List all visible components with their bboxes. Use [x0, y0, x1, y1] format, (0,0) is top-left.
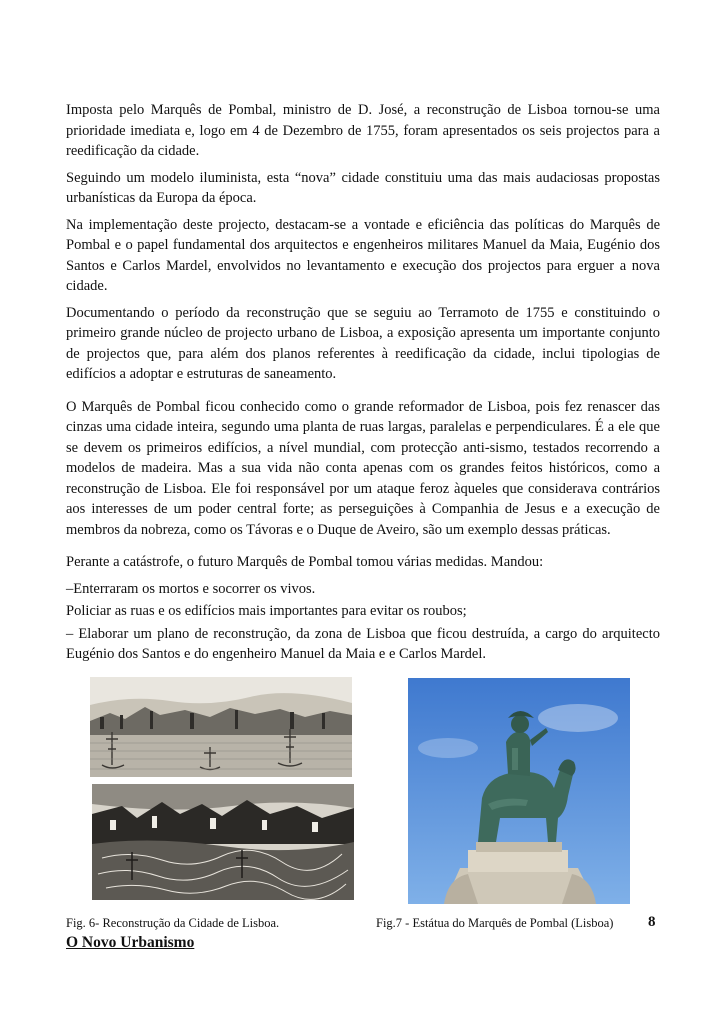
fig6-caption: Fig. 6- Reconstrução da Cidade de Lisboa. [66, 916, 280, 930]
list-item-2: Policiar as ruas e os edifícios mais importantes para evitar os roubos; [66, 603, 467, 619]
list-item-1: –Enterraram os mortos e socorrer os vivos. [66, 580, 316, 597]
earthquake-destruction-engraving [92, 784, 354, 900]
body-text [66, 100, 660, 671]
paragraph-1: Imposta pelo Marquês de Pombal, ministro de D. José, a reconstrução de Lisboa tornou-se uma prioridade imediata e, logo em 4 de Dezembro de 1755, foram apresentados os seis projectos para a reedificação da cidade. [66, 102, 660, 159]
pombal-statue-photo [408, 678, 630, 904]
paragraph-6: Perante a catástrofe, o futuro Marquês de Pombal tomou várias medidas. Mandou: [66, 554, 544, 570]
section-title: O Novo Urbanismo [66, 934, 195, 951]
lisbon-panorama-engraving [90, 677, 352, 777]
paragraph-5: O Marquês de Pombal ficou conhecido como o grande reformador de Lisboa, pois fez renascer das cinzas uma cidade inteira, segundo uma planta de ruas largas, paralelas e perpendiculares. É a ele que se devem os primeiros edifícios, a nível mundial, com protecção anti-sismo, testados recorrendo a modelos de madeira. Mas a sua vida não conta apenas com os grandes feitos históricos, como a reconstrução de Lisboa. Ele foi responsável por um ataque feroz àqueles que considerava contrários aos interesses de um poder central forte; as perseguições à Companhia de Jesus e a execução de membros da nobreza, como os Távoras e o Duque de Aveiro, são um exemplo dessas práticas. [66, 398, 660, 538]
paragraph-4: Documentando o período da reconstrução que se seguiu ao Terramoto de 1755 e constituindo o primeiro grande núcleo de projecto urbano de Lisboa, a exposição apresenta um importante conjunto de projectos que, para além dos planos referentes à reedificação da cidade, inclui tipologias de edifícios a adoptar e estruturas de saneamento. [66, 304, 660, 382]
list-item-3: – Elaborar um plano de reconstrução, da zona de Lisboa que ficou destruída, a cargo do arquitecto Eugénio dos Santos e do engenheiro Manuel da Maia e e Carlos Mardel. [66, 625, 660, 662]
fig7-caption: Fig.7 - Estátua do Marquês de Pombal (Lisboa) [376, 916, 614, 930]
page-number: 8 [648, 914, 656, 930]
paragraph-2: Seguindo um modelo iluminista, esta “nova” cidade constituiu uma das mais audaciosas propostas urbanísticas da Europa da época. [66, 169, 660, 206]
paragraph-3: Na implementação deste projecto, destacam-se a vontade e eficiência das políticas do Marquês de Pombal e o papel fundamental dos arquitectos e engenheiros militares Manuel da Maia, Eugénio dos Santos e Carlos Mardel, envolvidos no levantamento e execução dos projectos para erguer a nova cidade. [66, 216, 660, 294]
